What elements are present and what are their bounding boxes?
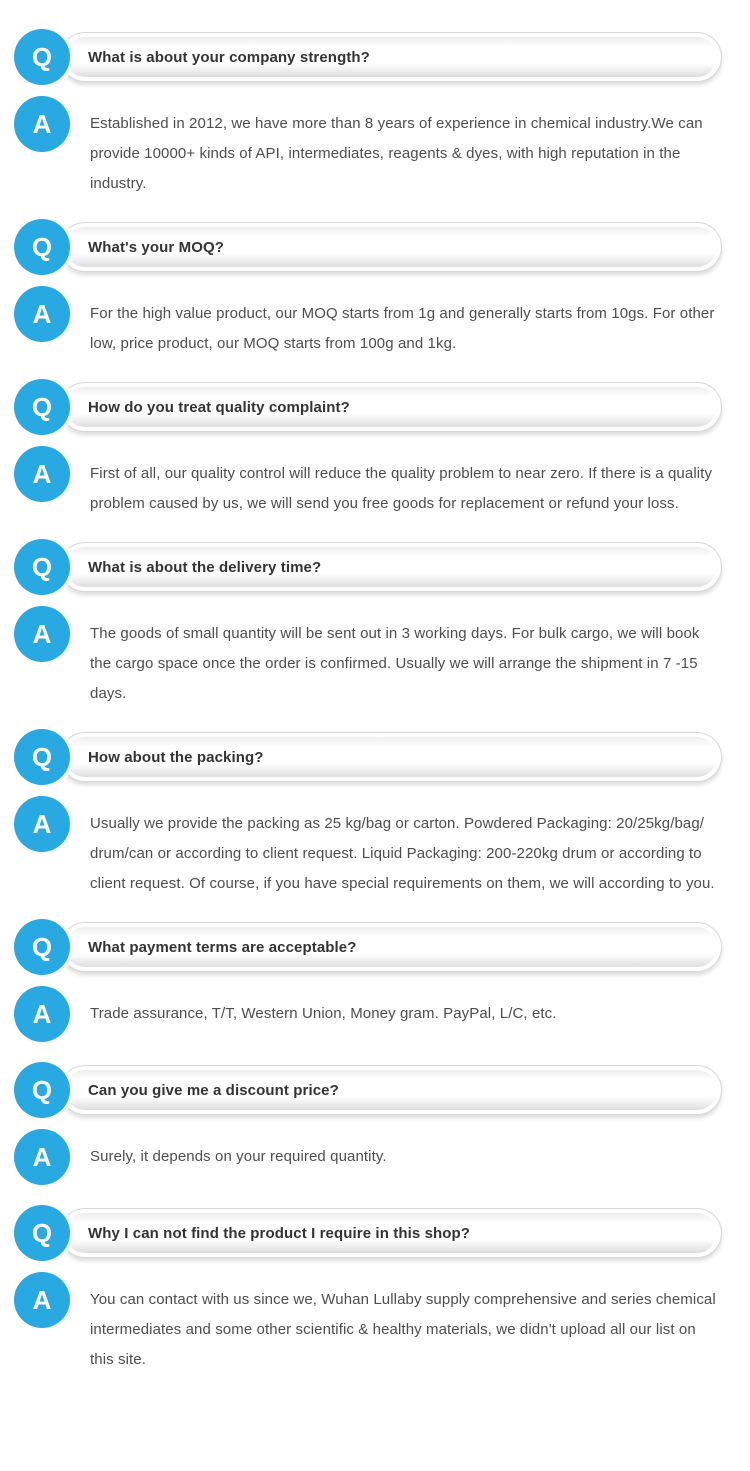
question-pill xyxy=(60,732,722,782)
question-badge xyxy=(14,1062,70,1118)
question-pill xyxy=(60,32,722,82)
question-row xyxy=(14,1205,722,1261)
answer-badge xyxy=(14,96,70,152)
question-row xyxy=(14,379,722,435)
question-pill xyxy=(60,542,722,592)
answer-badge xyxy=(14,796,70,852)
answer-badge-letter: A xyxy=(32,109,52,139)
question-badge-letter: Q xyxy=(31,1218,53,1248)
answer-badge xyxy=(14,606,70,662)
faq-item xyxy=(14,1062,722,1185)
answer-row xyxy=(14,986,722,1042)
question-pill xyxy=(60,222,722,272)
faq-item xyxy=(14,379,722,519)
question-row xyxy=(14,539,722,595)
question-badge-letter: Q xyxy=(31,392,53,422)
question-badge xyxy=(14,379,70,435)
question-row xyxy=(14,729,722,785)
question-badge-letter: Q xyxy=(31,552,53,582)
question-pill xyxy=(60,1065,722,1115)
question-text: What is about your company strength? xyxy=(88,48,370,66)
question-row xyxy=(14,919,722,975)
question-badge xyxy=(14,919,70,975)
question-pill-inner xyxy=(65,1213,717,1253)
faq-item xyxy=(14,919,722,1042)
question-pill xyxy=(60,1208,722,1258)
answer-badge xyxy=(14,286,70,342)
faq-item xyxy=(14,539,722,709)
question-badge xyxy=(14,539,70,595)
answer-row xyxy=(14,286,722,359)
answer-badge-letter: A xyxy=(32,809,52,839)
question-badge-letter: Q xyxy=(31,742,53,772)
question-row xyxy=(14,1062,722,1118)
question-text: What's your MOQ? xyxy=(88,238,224,256)
answer-text: Surely, it depends on your required quantity. xyxy=(90,1148,387,1165)
question-text: What is about the delivery time? xyxy=(88,558,322,576)
faq-item xyxy=(14,729,722,899)
answer-row xyxy=(14,1272,722,1375)
question-pill-inner xyxy=(65,927,717,967)
answer-badge-letter: A xyxy=(32,619,52,649)
faq-item xyxy=(14,29,722,199)
answer-badge xyxy=(14,1129,70,1185)
answer-badge xyxy=(14,986,70,1042)
question-pill-inner xyxy=(65,1070,717,1110)
answer-badge-letter: A xyxy=(32,999,52,1029)
question-badge-letter: Q xyxy=(31,1075,53,1105)
answer-text: Trade assurance, T/T, Western Union, Money gram. PayPal, L/C, etc. xyxy=(90,1005,557,1022)
answer-text: Usually we provide the packing as 25 kg/bag or carton. Powdered Packaging: 20/25kg/bag/ drum/can or according to client request. Liquid Packaging: 200-220kg drum or according to client request. Of course, if you have special requirements on them, we will according to you. xyxy=(90,815,715,892)
question-badge-letter: Q xyxy=(31,932,53,962)
question-badge xyxy=(14,219,70,275)
answer-text: The goods of small quantity will be sent out in 3 working days. For bulk cargo, we will book the cargo space once the order is confirmed. Usually we will arrange the shipment in 7 -15 days. xyxy=(90,625,700,702)
answer-badge xyxy=(14,446,70,502)
question-pill-inner xyxy=(65,227,717,267)
question-badge-letter: Q xyxy=(31,232,53,262)
answer-badge-letter: A xyxy=(32,1285,52,1315)
faq-item xyxy=(14,1205,722,1375)
answer-badge-letter: A xyxy=(32,1142,52,1172)
question-row xyxy=(14,29,722,85)
answer-row xyxy=(14,446,722,519)
question-pill-inner xyxy=(65,547,717,587)
answer-row xyxy=(14,96,722,199)
answer-row xyxy=(14,606,722,709)
answer-text: For the high value product, our MOQ starts from 1g and generally starts from 10gs. For other low, price product, our MOQ starts from 100g and 1kg. xyxy=(90,305,715,352)
answer-text: First of all, our quality control will reduce the quality problem to near zero. If there is a quality problem caused by us, we will send you free goods for replacement or refund your loss. xyxy=(90,465,713,512)
answer-badge-letter: A xyxy=(32,299,52,329)
question-text: How do you treat quality complaint? xyxy=(88,398,350,416)
faq-item xyxy=(14,219,722,359)
question-pill-inner xyxy=(65,387,717,427)
question-row xyxy=(14,219,722,275)
question-badge-letter: Q xyxy=(31,42,53,72)
answer-text: You can contact with us since we, Wuhan Lullaby supply comprehensive and series chemical intermediates and some other scientific & healthy materials, we didn't upload all our list on this site. xyxy=(90,1291,716,1368)
answer-row xyxy=(14,1129,722,1185)
answer-row xyxy=(14,796,722,899)
answer-badge xyxy=(14,1272,70,1328)
question-pill xyxy=(60,922,722,972)
answer-text: Established in 2012, we have more than 8 years of experience in chemical industry.We can provide 10000+ kinds of API, intermediates, reagents & dyes, with high reputation in the industry. xyxy=(90,115,703,192)
question-pill-inner xyxy=(65,737,717,777)
question-badge xyxy=(14,1205,70,1261)
question-badge xyxy=(14,29,70,85)
question-text: How about the packing? xyxy=(88,748,264,766)
question-text: Why I can not find the product I require in this shop? xyxy=(88,1224,471,1242)
question-text: Can you give me a discount price? xyxy=(88,1081,339,1099)
question-text: What payment terms are acceptable? xyxy=(88,938,357,956)
question-badge xyxy=(14,729,70,785)
answer-badge-letter: A xyxy=(32,459,52,489)
question-pill-inner xyxy=(65,37,717,77)
question-pill xyxy=(60,382,722,432)
